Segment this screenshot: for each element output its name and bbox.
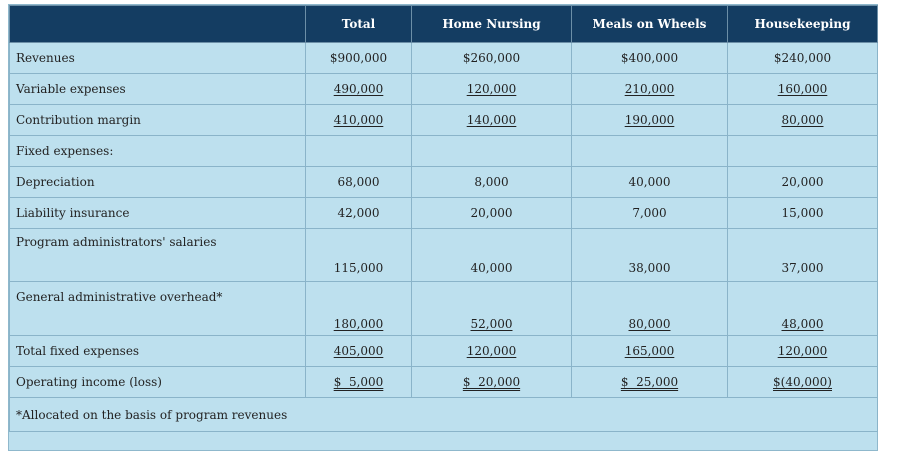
- table-row-depreciation: [10, 167, 878, 198]
- cell-total: $ 5,000: [333, 375, 384, 389]
- header-meals-on-wheels: Meals on Wheels: [572, 6, 728, 43]
- cell-housekeeping: 160,000: [777, 82, 828, 96]
- header-housekeeping: Housekeeping: [728, 6, 878, 43]
- row-label: Program administrators' salaries: [10, 229, 306, 282]
- header-home-nursing: Home Nursing: [412, 6, 572, 43]
- cell-meals-on-wheels: [572, 136, 728, 167]
- cell-meals-on-wheels: $400,000: [572, 43, 728, 74]
- cell-home-nursing: 40,000: [412, 229, 572, 282]
- cell-housekeeping: 20,000: [728, 167, 878, 198]
- cell-meals-on-wheels: 190,000: [624, 113, 675, 127]
- cell-meals-on-wheels: 40,000: [572, 167, 728, 198]
- cell-total: 42,000: [306, 198, 412, 229]
- cell-home-nursing: 20,000: [412, 198, 572, 229]
- financial-table-panel: [8, 4, 878, 451]
- row-label: General administrative overhead*: [10, 282, 306, 336]
- segment-income-table: [9, 5, 878, 432]
- table-row-variable-expenses: [10, 74, 878, 105]
- table-row-footnote: [10, 398, 878, 432]
- row-label: Total fixed expenses: [10, 336, 306, 367]
- cell-total: 410,000: [333, 113, 384, 127]
- cell-housekeeping: 15,000: [728, 198, 878, 229]
- cell-meals-on-wheels: 38,000: [572, 229, 728, 282]
- row-label: Contribution margin: [10, 105, 306, 136]
- table-row-revenues: [10, 43, 878, 74]
- cell-housekeeping: 80,000: [781, 113, 824, 127]
- cell-home-nursing: 120,000: [466, 82, 517, 96]
- table-row-liability-insurance: [10, 198, 878, 229]
- row-label: Fixed expenses:: [10, 136, 306, 167]
- cell-housekeeping: 120,000: [777, 344, 828, 358]
- cell-housekeeping: 48,000: [781, 317, 824, 331]
- cell-total: 115,000: [306, 229, 412, 282]
- cell-meals-on-wheels: 7,000: [572, 198, 728, 229]
- cell-total: $900,000: [306, 43, 412, 74]
- cell-home-nursing: $260,000: [412, 43, 572, 74]
- cell-total: 405,000: [333, 344, 384, 358]
- cell-meals-on-wheels: 80,000: [628, 317, 671, 331]
- table-row-general-admin-overhead: [10, 282, 878, 336]
- cell-total: 180,000: [333, 317, 384, 331]
- cell-meals-on-wheels: 165,000: [624, 344, 675, 358]
- table-row-fixed-expenses: [10, 136, 878, 167]
- table-row-total-fixed-expenses: [10, 336, 878, 367]
- header-total: Total: [306, 6, 412, 43]
- row-label: Variable expenses: [10, 74, 306, 105]
- cell-home-nursing: 52,000: [470, 317, 513, 331]
- cell-meals-on-wheels: $ 25,000: [620, 375, 679, 389]
- cell-housekeeping: [728, 136, 878, 167]
- cell-home-nursing: $ 20,000: [462, 375, 521, 389]
- cell-housekeeping: $(40,000): [773, 375, 832, 389]
- row-label: Revenues: [10, 43, 306, 74]
- row-label: Operating income (loss): [10, 367, 306, 398]
- footnote: *Allocated on the basis of program revenues: [10, 398, 878, 432]
- cell-total: [306, 136, 412, 167]
- cell-housekeeping: $240,000: [728, 43, 878, 74]
- cell-home-nursing: 8,000: [412, 167, 572, 198]
- cell-meals-on-wheels: 210,000: [624, 82, 675, 96]
- cell-housekeeping: 37,000: [728, 229, 878, 282]
- cell-home-nursing: 120,000: [466, 344, 517, 358]
- row-label: Depreciation: [10, 167, 306, 198]
- cell-total: 490,000: [333, 82, 384, 96]
- table-row-operating-income: [10, 367, 878, 398]
- cell-home-nursing: 140,000: [466, 113, 517, 127]
- header-blank: [10, 6, 306, 43]
- table-row-program-admin-salaries: [10, 229, 878, 282]
- table-row-contribution-margin: [10, 105, 878, 136]
- row-label: Liability insurance: [10, 198, 306, 229]
- cell-home-nursing: [412, 136, 572, 167]
- cell-total: 68,000: [306, 167, 412, 198]
- header-row: [10, 6, 878, 43]
